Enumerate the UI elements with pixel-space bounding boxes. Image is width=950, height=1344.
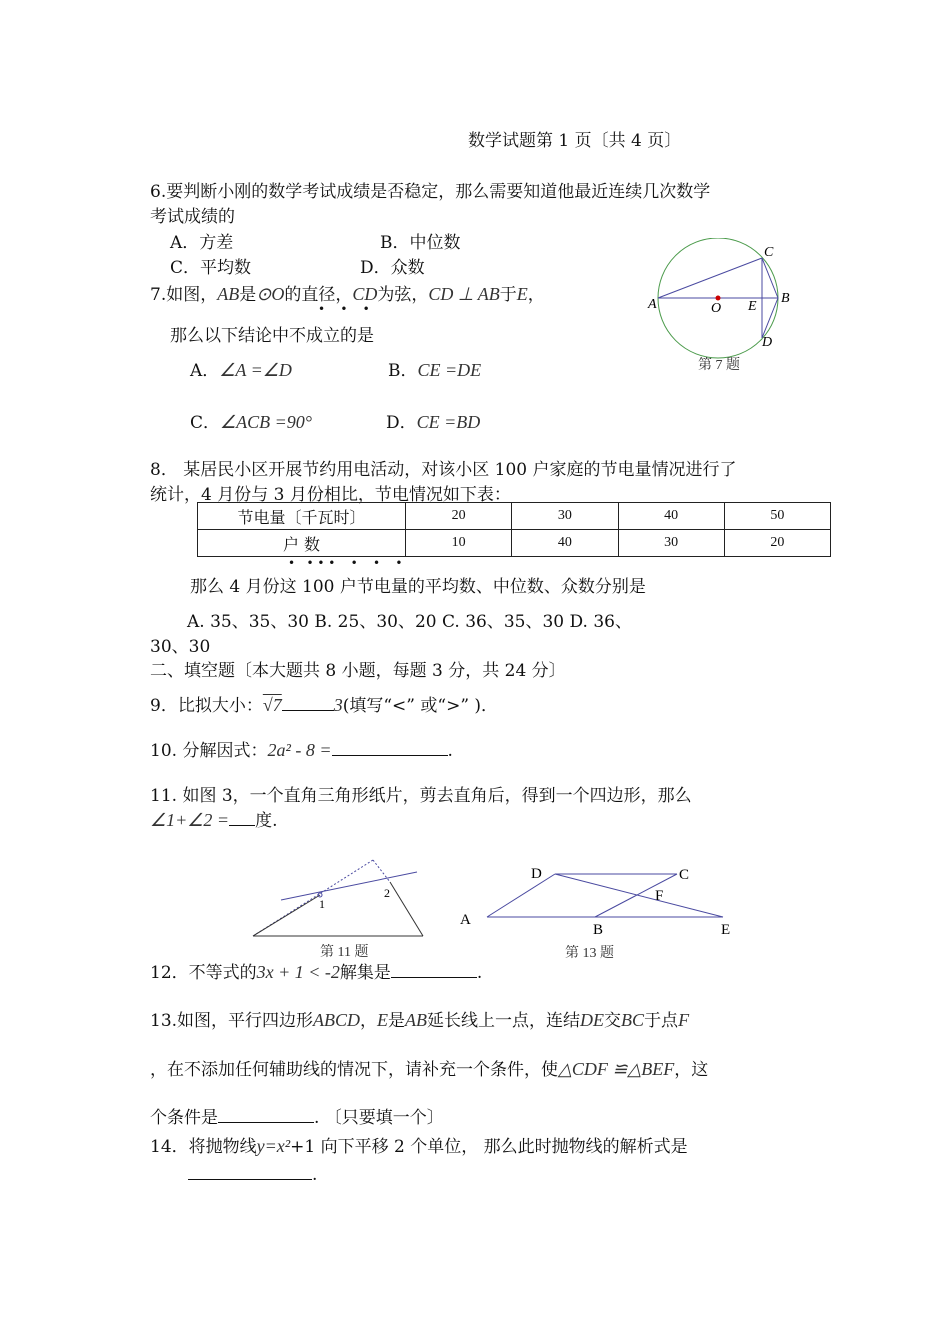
q7-option-b-label: B． [388,361,418,381]
q14-expr: y=x² [256,1136,291,1156]
side-ad [487,874,555,917]
q7-at: 于 [499,285,517,305]
q11-blank [229,825,255,826]
table-row [198,503,831,530]
q9-prefix: 9．比拟大小： [150,696,263,716]
q13-text: 13.如图，平行四边形 [150,1011,314,1031]
q13-text: . 〔只要填一个〕 [314,1108,444,1128]
table-cell: 20 [724,530,830,557]
q6-option-c: C．平均数 [170,258,252,278]
table-cell: 30 [618,530,724,557]
q13-text: 于点 [644,1011,679,1031]
q7-perp: CD ⊥ AB [428,284,500,304]
q13-de: DE [580,1010,605,1030]
q6-option-b: B．中位数 [380,233,461,253]
table-cell: 20 [406,503,512,530]
q7-option-a [190,356,292,381]
q13-text: 是 [388,1011,406,1031]
q7-option-d-expr: CE =BD [416,412,481,432]
q12 [150,958,482,983]
q14-end: . [312,1165,318,1185]
cut-corner-right [373,860,390,882]
table-cell: 40 [618,503,724,530]
q13-bc: BC [621,1010,645,1030]
center-point [716,296,721,301]
q14-mid: +1 向下平移 2 个单位， 那么此时抛物线的解析式是 [290,1137,688,1157]
label-b: B [593,922,604,938]
fig7-caption: 第 7 题 [698,358,740,373]
emphasis-dots: • • • • • • • [288,556,403,570]
q7-option-a-label: A． [190,361,220,381]
q7-option-c-label: C． [190,413,221,433]
q9-suffix: (填写“<” 或“>” )． [342,696,499,716]
q11-line2 [150,806,277,831]
q14-prefix: 14．将抛物线 [150,1137,257,1157]
q13-text: 个条件是 [150,1108,218,1128]
segment-bd [762,298,778,338]
q7-option-c-expr: ∠ACB =90° [220,412,312,432]
q8-line2: 统计，4 月份与 3 月份相比，节电情况如下表： [150,485,511,505]
q8-table [197,502,831,557]
q9-right: 3 [333,695,343,715]
side-bc [595,874,677,917]
q13-f: F [678,1010,690,1030]
q7-comma: ， [527,285,545,305]
q13-abcd: ABCD [313,1010,361,1030]
emphasis-dots: • • • [318,302,370,316]
q7-e: E [516,284,528,304]
q7-option-b [388,356,481,381]
q12-end: . [476,963,483,983]
label-a: A [648,297,657,312]
q7-line2: 那么以下结论中不成立的是 [170,326,374,346]
q8-line1: 8． 某居民小区开展节约用电活动，对该小区 100 户家庭的节电量情况进行了 [150,460,737,480]
q14-line2 [188,1165,317,1185]
q9 [150,691,498,716]
q13-e: E [377,1010,389,1030]
label-o: O [711,301,722,316]
q13-text: 延长线上一点，连结 [427,1011,581,1031]
cut-line [281,872,417,900]
q13-ab: AB [405,1010,428,1030]
table-cell: 节电量〔千瓦时〕 [198,503,406,530]
q7-diameter: 的直径， [284,285,353,305]
q7-option-d [386,408,480,433]
q10-expr: 2a² - 8 = [267,740,332,760]
q12-prefix: 12．不等式的 [150,963,257,983]
q10-blank [332,755,448,756]
chord-ac [658,258,762,298]
q6-line1: 6.要判断小刚的数学考试成绩是否稳定，那么需要知道他最近连续几次数学 [150,182,711,202]
table-cell: 50 [724,503,830,530]
fig11-caption: 第 11 题 [320,945,369,960]
label-c: C [679,867,690,883]
q14-blank [188,1179,312,1180]
q13-blank [218,1122,314,1123]
label-b: B [781,291,790,306]
q7-option-d-label: D． [386,413,417,433]
q7-chord: 为弦， [377,285,429,305]
fig13-parallelogram [455,862,745,962]
q10-suffix: . [447,741,453,761]
q13-congruence: △CDF ≌△BEF [558,1059,675,1079]
q13-text: ，这 [674,1060,709,1080]
label-d: D [531,866,542,882]
label-c: C [764,245,774,260]
q14-line1 [150,1132,688,1157]
section-title: 二、填空题〔本大题共 8 小题，每题 3 分，共 24 分〕 [150,661,566,681]
q6-option-d: D．众数 [360,258,425,278]
table-row [198,530,831,557]
segment-cb [762,258,778,298]
label-e: E [721,922,731,938]
q6-option-a: A．方差 [170,233,234,253]
q8-question: 那么 4 月份这 100 户节电量的平均数、中位数、众数分别是 [190,577,646,597]
q13-line2 [150,1055,708,1080]
q11-line1: 11. 如图 3，一个直角三角形纸片，剪去直角后，得到一个四边形，那么 [150,786,692,806]
angle-1-label: 1 [319,897,325,911]
q7-ab: AB [217,284,240,304]
label-e: E [748,299,757,314]
fig13-caption: 第 13 题 [565,946,614,961]
q13-line3 [150,1103,444,1128]
q7-cd: CD [352,284,378,304]
q7-circle-o: ⊙O [256,284,285,304]
table-cell: 户 数 [198,530,406,557]
label-d: D [762,335,773,350]
q8-options-cont: 30、30 [150,637,211,657]
q12-expr: 3x + 1 < -2 [256,962,340,982]
q6-line2: 考试成绩的 [150,207,235,227]
fig11-triangle [245,852,435,960]
page-header: 数学试题第 1 页〔共 4 页〕 [468,131,682,151]
q11-expr: ∠1+∠2 = [150,810,230,830]
segment-de [555,874,723,917]
q12-suffix: 解集是 [339,963,391,983]
q10 [150,736,453,761]
q10-prefix: 10. 分解因式： [150,741,268,761]
table-cell: 30 [512,503,618,530]
q13-line1 [150,1006,689,1031]
table-cell: 10 [406,530,512,557]
q7-circle-figure [640,238,800,378]
q7-option-c [190,408,312,433]
q13-text: ， [360,1011,378,1031]
q7-option-a-expr: ∠A =∠D [219,360,292,380]
q11-suffix: 度. [255,811,278,831]
q7-option-b-expr: CE =DE [417,360,482,380]
label-f: F [655,888,664,904]
q13-text: ，在不添加任何辅助线的情况下，请补充一个条件，使 [150,1060,558,1080]
q13-text: 交 [604,1011,622,1031]
leg-left [253,895,320,936]
q9-left: √7 [262,695,282,715]
table-cell: 40 [512,530,618,557]
q7-is: 是 [239,285,257,305]
leg-right [390,882,423,936]
q8-options: A. 35、35、30 B. 25、30、20 C. 36、35、30 D. 36、 [187,612,632,632]
angle-2-label: 2 [384,886,390,900]
q12-blank [391,977,477,978]
q7-prefix: 7.如图， [150,285,218,305]
q9-blank [282,710,334,711]
label-a: A [460,912,471,928]
